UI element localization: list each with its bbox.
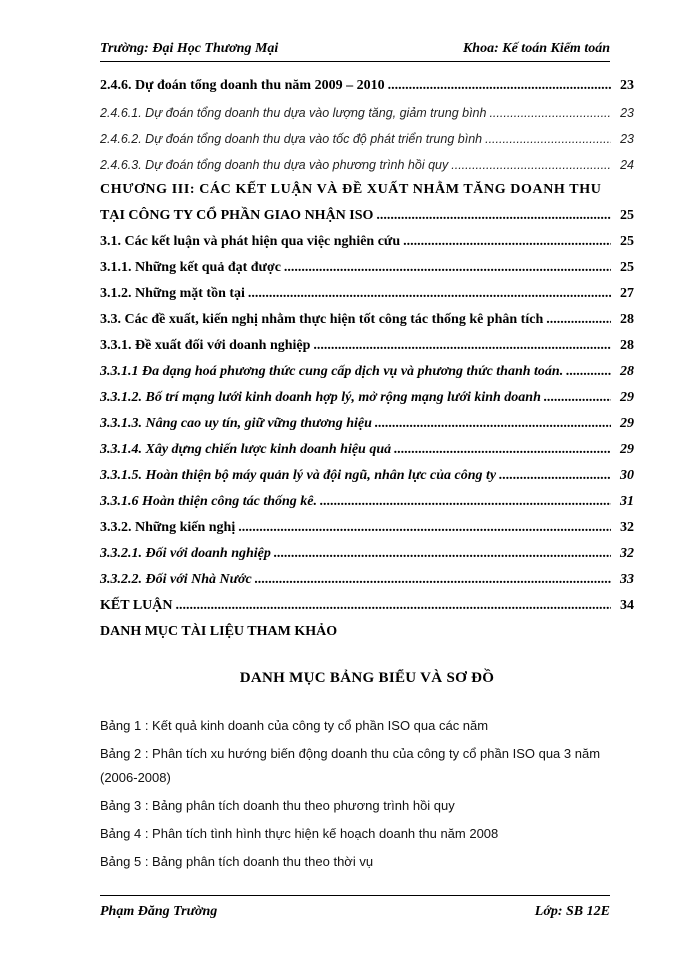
toc-entry-2-4-6[interactable]: 2.4.6. Dự đoán tổng doanh thu năm 2009 – 2010 ..... 23 xyxy=(100,72,634,94)
toc-entry-3-3-2-1[interactable]: 3.3.2.1. Đối với doanh nghiệp ..... 32 xyxy=(100,540,634,562)
toc-entry-2-4-6-1[interactable]: 2.4.6.1. Dự đoán tổng doanh thu dựa vào lượng tăng, giảm trung bình ..... 23 xyxy=(100,98,634,120)
list-of-tables-heading: DANH MỤC BẢNG BIỂU VÀ SƠ ĐỒ xyxy=(239,670,495,686)
toc-entry-3-3-1-2[interactable]: 3.3.1.2. Bố trí mạng lưới kinh doanh hợp lý, mở rộng mạng lưới kinh doanh ..... 29 xyxy=(100,384,634,406)
toc-entry-3-3-1-4[interactable]: 3.3.1.4. Xây dựng chiến lược kinh doanh hiệu quả ..... 29 xyxy=(100,436,634,458)
toc-entry-3-3-2[interactable]: 3.3.2. Những kiến nghị ..... 32 xyxy=(100,514,634,536)
toc-entry-3-3-1-3[interactable]: 3.3.1.3. Nâng cao uy tín, giữ vững thương hiệu ..... 29 xyxy=(100,410,634,432)
toc-entry-3-1-2[interactable]: 3.1.2. Những mặt tồn tại ..... 27 xyxy=(100,280,634,302)
list-item-table-1: Bảng 1 : Kết quả kinh doanh của công ty cổ phần ISO qua các năm xyxy=(100,718,489,733)
footer-author: Phạm Đăng Trường xyxy=(100,904,218,919)
toc-entry-3-3-2-2[interactable]: 3.3.2.2. Đối với Nhà Nước ..... 33 xyxy=(100,566,634,588)
toc-chapter-3-line2[interactable]: TẠI CÔNG TY CỔ PHẦN GIAO NHẬN ISO ..... 25 xyxy=(100,202,634,224)
header-rule xyxy=(100,61,610,62)
page-header xyxy=(100,38,610,60)
header-school: Trường: Đại Học Thương Mại xyxy=(100,41,279,56)
toc-entry-3-3-1-1[interactable]: 3.3.1.1 Đa dạng hoá phương thức cung cấp dịch vụ và phương thức thanh toán. ..... 28 xyxy=(100,358,634,380)
toc-entry-3-3-1-6[interactable]: 3.3.1.6 Hoàn thiện công tác thống kê. ..... 31 xyxy=(100,488,634,510)
footer-class: Lớp: SB 12E xyxy=(534,904,610,919)
toc-entry-3-3-1[interactable]: 3.3.1. Đề xuất đối với doanh nghiệp ..... 28 xyxy=(100,332,634,354)
toc-entry-3-1-1[interactable]: 3.1.1. Những kết quả đạt được ..... 25 xyxy=(100,254,634,276)
toc-entry-3-3-1-5[interactable]: 3.3.1.5. Hoàn thiện bộ máy quản lý và đội ngũ, nhân lực của công ty ..... 30 xyxy=(100,462,634,484)
toc-entry-references[interactable]: DANH MỤC TÀI LIỆU THAM KHẢO xyxy=(100,624,338,639)
list-item-table-2: Bảng 2 : Phân tích xu hướng biến động doanh thu của công ty cổ phần ISO qua 3 năm (2006-2008) xyxy=(100,746,601,785)
list-item-table-3: Bảng 3 : Bảng phân tích doanh thu theo phương trình hồi quy xyxy=(100,798,455,813)
list-item-table-5: Bảng 5 : Bảng phân tích doanh thu theo thời vụ xyxy=(100,854,374,869)
footer-rule xyxy=(100,895,610,896)
list-item-table-4: Bảng 4 : Phân tích tình hình thực hiện kế hoạch doanh thu năm 2008 xyxy=(100,826,499,841)
toc-chapter-3-line1[interactable]: CHƯƠNG III: CÁC KẾT LUẬN VÀ ĐỀ XUẤT NHẰM TĂNG DOANH THU xyxy=(100,182,602,197)
toc-entry-ket-luan[interactable]: KẾT LUẬN ..... 34 xyxy=(100,592,634,614)
toc-entry-3-1[interactable]: 3.1. Các kết luận và phát hiện qua việc nghiên cứu ..... 25 xyxy=(100,228,634,250)
header-faculty: Khoa: Kế toán Kiểm toán xyxy=(462,41,610,56)
toc-entry-3-3[interactable]: 3.3. Các đề xuất, kiến nghị nhằm thực hiện tốt công tác thống kê phân tích ..... 28 xyxy=(100,306,634,328)
toc-entry-2-4-6-3[interactable]: 2.4.6.3. Dự đoán tổng doanh thu dựa vào phương trình hồi quy ..... 24 xyxy=(100,150,634,172)
toc-entry-2-4-6-2[interactable]: 2.4.6.2. Dự đoán tổng doanh thu dựa vào tốc độ phát triển trung bình ..... 23 xyxy=(100,124,634,146)
